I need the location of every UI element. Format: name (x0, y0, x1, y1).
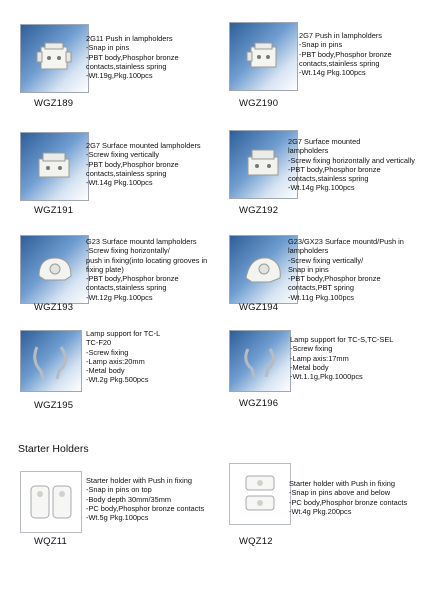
product-code: WGZ191 (34, 205, 74, 216)
product-code: WGZ189 (34, 98, 74, 109)
product-description: 2G7 Surface mounted lampholders -Screw fixing horizontally and vertically -PBT body,Phosphor bronze contacts,stainless spring -Wt.14g Pkg.100pcs (288, 137, 415, 193)
product-description: Lamp support for TC-S,TC-SEL -Screw fixing -Lamp axis:17mm -Metal body -Wt.1.1g,Pkg.1000pcs (290, 335, 394, 382)
product-description: 2G11 Push in lampholders -Snap in pins -PBT body,Phosphor bronze contacts,stainless spring -Wt.19g,Pkg.100pcs (86, 34, 179, 81)
product-code: WGZ194 (239, 302, 279, 313)
product-description: Starter holder with Push in fixing -Snap in pins above and below -PC body,Phosphor bronze contacts -Wt.4g Pkg.200pcs (289, 479, 408, 516)
product-description: 2G7 Surface mounted lampholders -Screw fixing vertically -PBT body,Phosphor bronze contacts,stainless spring -Wt.14g Pkg.100pcs (86, 141, 201, 188)
lampholder-image (20, 235, 89, 304)
lamp-support-image (20, 330, 82, 392)
product-description: 2G7 Push in lampholders -Snap in pins -PBT body,Phosphor bronze contacts,stainless spring -Wt.14g Pkg.100pcs (299, 31, 392, 78)
section-title: Starter Holders (18, 443, 89, 455)
product-code: WGZ190 (239, 98, 279, 109)
product-code: WGZ196 (239, 398, 279, 409)
product-description: Starter holder with Push in fixing -Snap in pins on top -Body depth 30mm/35mm -PC body,Phosphor bronze contacts -Wt.5g Pkg.100pcs (86, 476, 205, 523)
product-code: WGZ192 (239, 205, 279, 216)
product-description: G23 Surface mountd lampholders -Screw fixing horizontally/ push in fixing(into locating grooves in fixing plate) -PBT body,Phosphor bronze contacts,stainless spring -Wt.12g Pkg.100pcs (86, 237, 208, 302)
product-code: WQZ12 (239, 536, 273, 547)
product-code: WGZ193 (34, 302, 74, 313)
starter-holder-image (229, 463, 291, 525)
lamp-support-image (229, 330, 291, 392)
lampholder-image (20, 24, 89, 93)
lampholder-image (20, 132, 89, 201)
product-description: G23/GX23 Surface mountd/Push in lampholders -Screw fixing vertically/ Snap in pins -PBT body,Phosphor bronze contacts,PBT spring -Wt.11g Pkg.100pcs (288, 237, 404, 302)
product-description: Lamp support for TC-L TC-F20 -Screw fixing -Lamp axis:20mm -Metal body -Wt.2g Pkg.500pcs (86, 329, 161, 385)
starter-holder-image (20, 471, 82, 533)
product-code: WGZ195 (34, 400, 74, 411)
lampholder-image (229, 22, 298, 91)
product-code: WQZ11 (34, 536, 68, 547)
